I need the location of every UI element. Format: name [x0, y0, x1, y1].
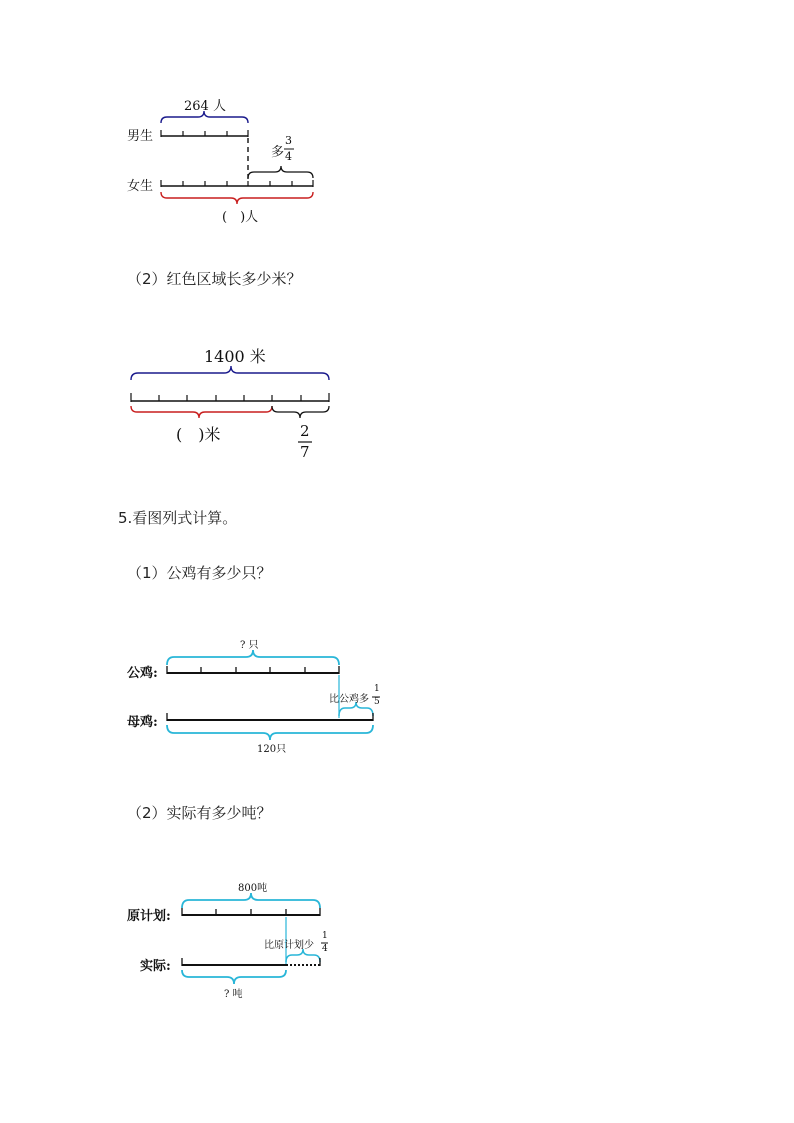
- total-brace: [131, 366, 329, 380]
- rooster-compare: 比公鸡多: [329, 694, 369, 705]
- section-5-title: 5.看图列式计算。: [118, 509, 238, 527]
- actual-label: 实际:: [140, 959, 171, 974]
- rooster-label: 公鸡:: [127, 666, 158, 681]
- rooster-frac-den: 5: [374, 697, 380, 707]
- remain-brace: [272, 406, 329, 418]
- red-brace: [131, 406, 272, 418]
- more-numerator: 3: [285, 134, 292, 147]
- plan-label: 原计划:: [127, 909, 171, 924]
- boys-label: 男生: [127, 129, 154, 144]
- road-answer: ( )米: [176, 425, 221, 444]
- actual-brace: [182, 970, 286, 984]
- plan-total: 800吨: [238, 883, 268, 894]
- actual-unknown: ? 吨: [224, 989, 243, 1000]
- more-denominator: 4: [285, 150, 292, 163]
- plan-frac-den: 4: [322, 944, 328, 954]
- boys-total-label: 264 人: [184, 99, 226, 114]
- road-frac-num: 2: [300, 422, 310, 440]
- question-5-2: （2）实际有多少吨？: [127, 804, 272, 822]
- question-5-1: （1）公鸡有多少只？: [127, 564, 272, 582]
- question-4-2: （2）红色区域长多少米？: [127, 270, 302, 288]
- girls-brace: [161, 192, 313, 204]
- plan-frac-num: 1: [322, 931, 328, 941]
- girls-answer: ( )人: [222, 210, 259, 225]
- more-prefix: 多: [271, 145, 285, 160]
- plan-compare: 比原计划少: [264, 940, 314, 951]
- plan-brace: [182, 893, 320, 908]
- hen-label: 母鸡:: [127, 715, 158, 730]
- road-total-label: 1400 米: [204, 347, 266, 366]
- extra-brace: [248, 166, 313, 178]
- rooster-frac-num: 1: [374, 684, 380, 694]
- girls-label: 女生: [127, 179, 154, 194]
- rooster-brace: [167, 650, 339, 665]
- hen-brace: [167, 725, 373, 740]
- hen-total: 120只: [257, 744, 287, 755]
- road-frac-den: 7: [300, 443, 310, 461]
- rooster-unknown: ? 只: [240, 640, 259, 651]
